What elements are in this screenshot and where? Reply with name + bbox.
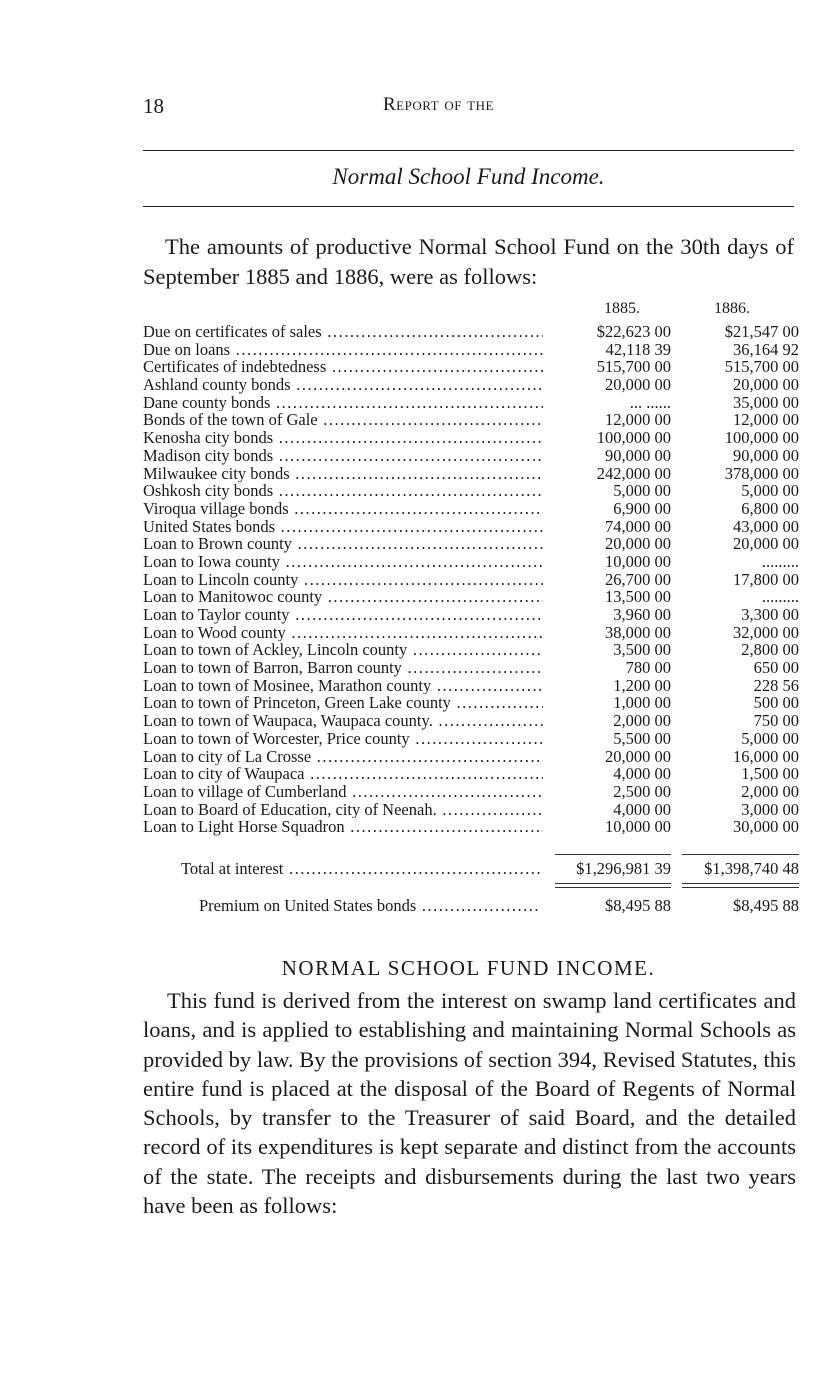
row-value-1886: 228 56 [753,675,799,695]
row-value-1886: 750 00 [753,711,799,731]
row-value-1885: 780 00 [625,658,671,678]
table-row [143,518,803,536]
fund-table [143,323,803,836]
row-value-1885: 5,000 00 [613,481,671,501]
row-label: United States bonds ..... [143,518,543,536]
table-row [143,624,803,642]
row-value-1885: 4,000 00 [613,799,671,819]
row-label: Loan to city of Waupaca ..... [143,765,543,783]
row-label: Oshkosh city bonds ..... [143,482,543,500]
row-label: Loan to Taylor county ..... [143,606,543,624]
intro-paragraph [143,232,794,292]
row-label: Loan to Manitowoc county ..... [143,588,543,606]
row-value-1885: 3,500 00 [613,640,671,660]
row-value-1886: 20,000 00 [733,375,799,395]
table-row [143,677,803,695]
table-row [143,394,803,412]
row-label: Loan to town of Worcester, Price county ..... [143,730,543,748]
row-value-1885: 20,000 00 [605,375,671,395]
subheading: NORMAL SCHOOL FUND INCOME. [281,956,656,980]
row-label: Loan to town of Ackley, Lincoln county ..... [143,641,543,659]
running-head-text: Report of the [383,94,494,115]
intro-text: The amounts of productive Normal School Fund on the 30th days of September 1885 and 1886, were as follows: [143,234,794,289]
table-row [143,411,803,429]
row-label: Dane county bonds ..... [143,394,543,412]
row-label: Loan to town of Princeton, Green Lake county ..... [143,694,543,712]
row-value-1885: 42,118 39 [605,339,671,359]
total-top-rule-1886 [682,854,799,855]
page-number: 18 [143,94,164,118]
row-label: Loan to Board of Education, city of Neenah. ..... [143,801,543,819]
section-title: Normal School Fund Income. [332,164,605,189]
total-double-rule-a-1886 [682,883,799,884]
row-value-1885: 100,000 00 [596,428,671,448]
total-double-rule-b-1885 [555,887,671,888]
total-row [143,859,803,879]
row-value-1886: 3,000 00 [741,799,799,819]
table-row [143,500,803,518]
row-value-1885: 3,960 00 [613,605,671,624]
table-row [143,358,803,376]
row-label: Loan to town of Waupaca, Waupaca county. ..... [143,712,543,730]
row-value-1886: 100,000 00 [724,428,799,448]
row-value-1885: 242,000 00 [596,463,671,483]
table-row [143,588,803,606]
row-value-1886: 17,800 00 [733,569,799,589]
row-value-1886: 43,000 00 [733,516,799,536]
total-double-rule-a-1885 [555,883,671,884]
row-value-1886: $21,547 00 [724,322,799,341]
total-top-rule-1885 [555,854,671,855]
total-label: Total at interest ..... [181,859,541,879]
table-row [143,694,803,712]
row-value-1885: 2,000 00 [613,711,671,731]
table-row [143,712,803,730]
row-value-1886: 12,000 00 [733,410,799,430]
row-value-1885: 74,000 00 [605,516,671,536]
row-value-1886: 515,700 00 [724,357,799,377]
row-value-1885: 12,000 00 [605,410,671,430]
row-value-1886: 3,300 00 [741,605,799,624]
row-label: Loan to town of Barron, Barron county ..... [143,659,543,677]
row-value-1886: 30,000 00 [733,817,799,837]
row-label: Loan to town of Mosinee, Marathon county ..... [143,677,543,695]
running-head [383,94,494,116]
row-value-1886: 5,000 00 [741,728,799,748]
row-value-1885: 4,000 00 [613,764,671,784]
row-label: Due on certificates of sales ..... [143,323,543,341]
title-bottom-rule [143,206,794,207]
row-value-1885: 5,500 00 [613,728,671,748]
table-row [143,641,803,659]
table-row [143,730,803,748]
row-value-1886: 90,000 00 [733,445,799,465]
row-value-1885: 90,000 00 [605,445,671,465]
total-1886: $1,398,740 48 [704,859,799,878]
row-label: Loan to Iowa county ..... [143,553,543,571]
row-value-1886: 2,000 00 [741,781,799,801]
row-value-1885: 10,000 00 [605,551,671,571]
row-label: Due on loans ..... [143,341,543,359]
row-label: Ashland county bonds ..... [143,376,543,394]
row-value-1886: 35,000 00 [733,392,799,412]
table-row [143,818,803,836]
row-value-1886: 2,800 00 [741,640,799,660]
row-label: Kenosha city bonds ..... [143,429,543,447]
row-label: Milwaukee city bonds ..... [143,465,543,483]
table-row [143,606,803,624]
body-text: This fund is derived from the interest on swamp land certificates and loans, and is applied to establishing and maintaining Normal Schools as provided by law. By the provisions of section 394, Revised Statutes, this entire fund is placed at the disposal of the Board of Regents of Normal Schools, by transfer to the Treasurer of said Board, and the detailed record of its expenditures is kept separate and distinct from the accounts of the state. The receipts and disbursements during the last two years have been as follows: [143,988,796,1219]
premium-label: Premium on United States bonds ..... [199,896,541,916]
table-row [143,482,803,500]
table-row [143,447,803,465]
table-row [143,429,803,447]
row-value-1885: 20,000 00 [605,534,671,554]
premium-1886: $8,495 88 [733,896,799,915]
row-value-1885: 38,000 00 [605,622,671,642]
row-value-1886: ......... [761,587,799,607]
table-row [143,571,803,589]
row-label: Loan to city of La Crosse ..... [143,748,543,766]
row-value-1885: 13,500 00 [605,587,671,607]
table-row [143,765,803,783]
row-value-1885: $22,623 00 [596,322,671,341]
row-label: Loan to village of Cumberland ..... [143,783,543,801]
row-value-1886: 16,000 00 [733,746,799,766]
top-rule [143,150,794,151]
table-row [143,341,803,359]
row-value-1885: 26,700 00 [605,569,671,589]
column-header-1886: 1886. [714,300,750,317]
premium-row [143,896,803,916]
row-value-1886: 6,800 00 [741,498,799,518]
row-label: Loan to Light Horse Squadron ..... [143,818,543,836]
row-value-1885: 6,900 00 [613,498,671,518]
row-label: Certificates of indebtedness ..... [143,358,543,376]
row-value-1886: 650 00 [753,658,799,678]
table-row [143,659,803,677]
total-double-rule-b-1886 [682,887,799,888]
table-row [143,783,803,801]
row-label: Viroqua village bonds ..... [143,500,543,518]
row-value-1886: ......... [761,551,799,571]
table-row [143,323,803,341]
table-row [143,535,803,553]
row-value-1885: 1,200 00 [613,675,671,695]
row-value-1886: 20,000 00 [733,534,799,554]
row-label: Loan to Lincoln county ..... [143,571,543,589]
table-row [143,748,803,766]
row-value-1886: 5,000 00 [741,481,799,501]
table-row [143,465,803,483]
row-label: Loan to Brown county ..... [143,535,543,553]
table-row [143,801,803,819]
premium-1885: $8,495 88 [605,896,671,915]
column-header-1885: 1885. [604,300,640,317]
row-value-1886: 378,000 00 [724,463,799,483]
row-value-1885: 2,500 00 [613,781,671,801]
row-value-1885: ... ...... [629,392,671,412]
total-1885: $1,296,981 39 [576,859,671,878]
row-label: Madison city bonds ..... [143,447,543,465]
row-value-1886: 1,500 00 [741,764,799,784]
row-value-1886: 500 00 [753,693,799,713]
table-row [143,553,803,571]
row-label: Loan to Wood county ..... [143,624,543,642]
row-value-1885: 20,000 00 [605,746,671,766]
row-value-1886: 32,000 00 [733,622,799,642]
row-value-1885: 515,700 00 [596,357,671,377]
table-row [143,376,803,394]
row-value-1885: 10,000 00 [605,817,671,837]
body-paragraph [143,986,796,1220]
row-value-1886: 36,164 92 [733,339,799,359]
row-label: Bonds of the town of Gale ..... [143,411,543,429]
row-value-1885: 1,000 00 [613,693,671,713]
